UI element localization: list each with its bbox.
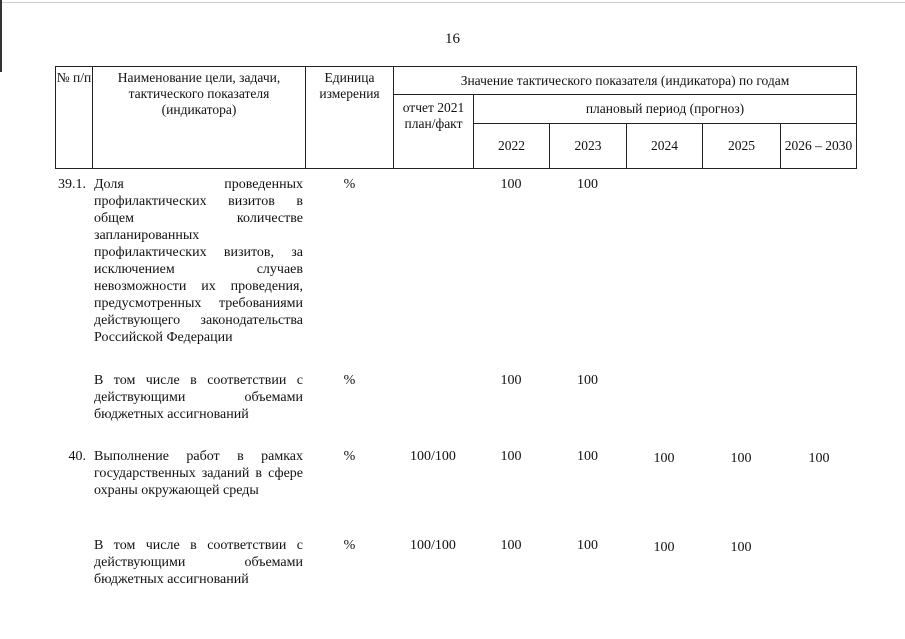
header-name: Наименование цели, задачи, тактического показателя (индикатора) xyxy=(92,66,306,169)
row-number: 40. xyxy=(68,449,86,464)
row-unit: % xyxy=(343,177,356,192)
row-indicator-name: В том числе в соответствии с действующими объемами бюджетных ассигнований xyxy=(94,538,303,587)
row-value-2023: 100 xyxy=(577,373,598,388)
header-year-2025: 2025 xyxy=(702,123,781,169)
header-num: № п/п xyxy=(55,66,93,169)
row-report-value: 100/100 xyxy=(410,538,456,553)
row-value-2025: 100 xyxy=(730,451,752,466)
row-value-2022: 100 xyxy=(500,449,522,464)
row-unit: % xyxy=(343,538,356,553)
row-value-2022: 100 xyxy=(500,373,522,388)
page-number: 16 xyxy=(445,31,460,47)
page-top-edge xyxy=(0,2,905,3)
row-unit: % xyxy=(343,449,356,464)
header-year-2024: 2024 xyxy=(626,123,703,169)
header-report: отчет 2021 план/факт xyxy=(393,94,474,169)
row-number: 39.1. xyxy=(58,177,86,192)
row-value-2023: 100 xyxy=(577,538,598,553)
row-value-2022: 100 xyxy=(500,177,522,192)
row-value-2025: 100 xyxy=(730,540,752,555)
row-value-2024: 100 xyxy=(653,451,675,466)
row-value-2026-2030: 100 xyxy=(808,451,830,466)
header-year-2026-2030: 2026 – 2030 xyxy=(780,123,857,169)
header-year-2023: 2023 xyxy=(549,123,627,169)
header-planned-period: плановый период (прогноз) xyxy=(473,94,857,124)
row-indicator-name: В том числе в соответствии с действующими объемами бюджетных ассигнований xyxy=(94,373,303,422)
row-indicator-name: Выполнение работ в рамках государственных заданий в сфере охраны окружающей среды xyxy=(94,449,303,498)
row-value-2023: 100 xyxy=(577,177,598,192)
row-report-value: 100/100 xyxy=(410,449,456,464)
row-value-2022: 100 xyxy=(500,538,522,553)
row-value-2023: 100 xyxy=(577,449,598,464)
row-unit: % xyxy=(343,373,356,388)
row-indicator-name: Доля проведенных профилактических визитов в общем количестве запланированных профилактических визитов, за исключением случаев невозможности их проведения, предусмотренных требованиями действующего законодательства Российской Федерации xyxy=(94,177,303,345)
row-value-2024: 100 xyxy=(653,540,675,555)
header-values-group: Значение тактического показателя (индикатора) по годам xyxy=(393,66,857,95)
header-unit: Единица измерения xyxy=(305,66,394,169)
header-year-2022: 2022 xyxy=(473,123,550,169)
